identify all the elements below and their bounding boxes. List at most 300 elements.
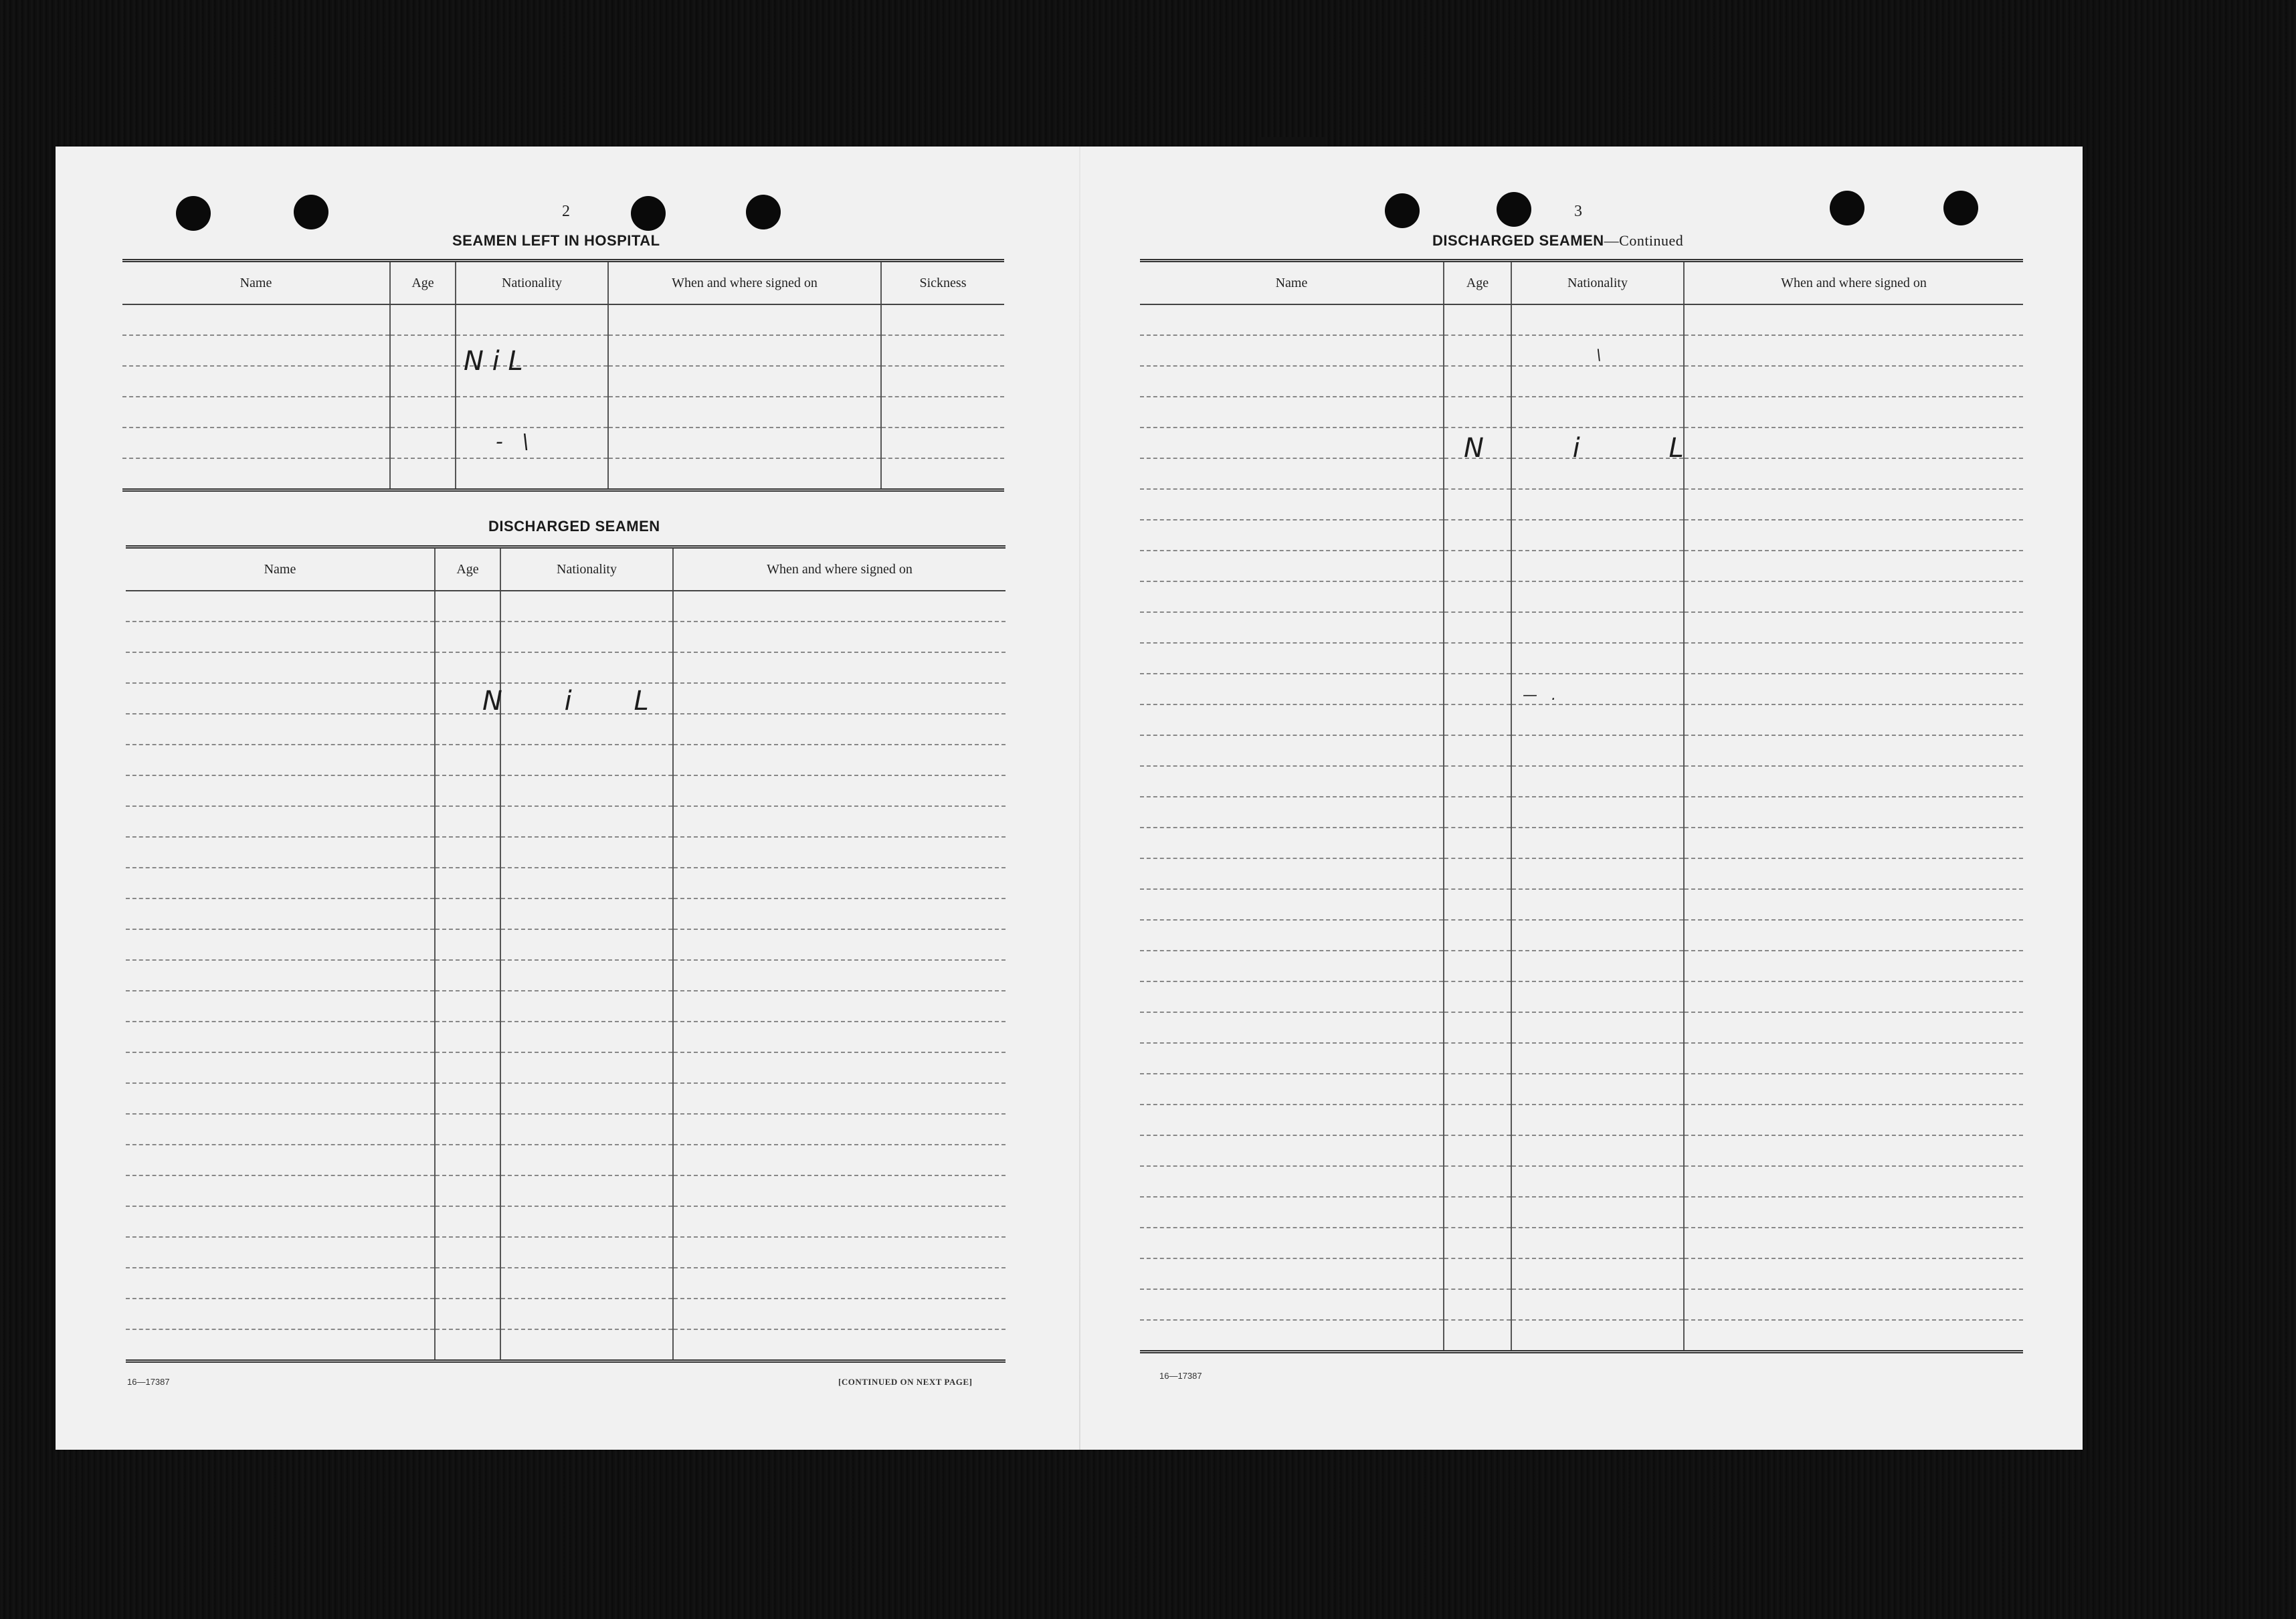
table-cell bbox=[500, 960, 673, 991]
table-cell bbox=[673, 1114, 1006, 1145]
table-cell bbox=[435, 991, 500, 1022]
discharged-column-header: Age bbox=[435, 547, 500, 591]
table-row bbox=[126, 1206, 1006, 1237]
table-cell bbox=[1684, 489, 2023, 520]
table-cell bbox=[673, 652, 1006, 683]
table-row bbox=[126, 806, 1006, 837]
table-cell bbox=[1444, 1166, 1511, 1197]
table-cell bbox=[673, 1175, 1006, 1206]
handwritten-ditto-mark: - \ bbox=[496, 430, 529, 454]
table-row bbox=[1140, 797, 2023, 828]
table-cell bbox=[500, 1052, 673, 1083]
table-cell bbox=[673, 683, 1006, 714]
table-row bbox=[1140, 581, 2023, 612]
table-cell bbox=[126, 1206, 435, 1237]
table-cell bbox=[1140, 704, 1444, 735]
table-cell bbox=[126, 991, 435, 1022]
table-cell bbox=[1444, 1074, 1511, 1105]
table-cell bbox=[500, 591, 673, 622]
table-cell bbox=[1511, 828, 1684, 858]
table-cell bbox=[500, 745, 673, 775]
table-cell bbox=[456, 427, 608, 458]
table-row bbox=[122, 397, 1004, 427]
punch-hole bbox=[1943, 191, 1978, 225]
table-cell bbox=[435, 1145, 500, 1175]
table-cell bbox=[500, 1329, 673, 1361]
table-cell bbox=[435, 714, 500, 745]
table-cell bbox=[126, 929, 435, 960]
form-sheet bbox=[56, 147, 2083, 1450]
table-cell bbox=[1140, 1135, 1444, 1166]
table-cell bbox=[673, 806, 1006, 837]
table-cell bbox=[1140, 1289, 1444, 1320]
table-cell bbox=[1140, 828, 1444, 858]
table-row bbox=[122, 458, 1004, 490]
table-row bbox=[1140, 520, 2023, 551]
table-cell bbox=[126, 714, 435, 745]
hospital-column-header: Age bbox=[390, 261, 456, 305]
table-cell bbox=[1684, 889, 2023, 920]
table-cell bbox=[1684, 304, 2023, 335]
table-row bbox=[126, 1145, 1006, 1175]
table-row bbox=[126, 1114, 1006, 1145]
table-cell bbox=[126, 1237, 435, 1268]
table-cell bbox=[1444, 1289, 1511, 1320]
table-cell bbox=[1511, 397, 1684, 427]
table-cell bbox=[1444, 1043, 1511, 1074]
table-row bbox=[1140, 489, 2023, 520]
table-cell bbox=[1140, 397, 1444, 427]
table-cell bbox=[1511, 1043, 1684, 1074]
table-cell bbox=[1444, 1320, 1511, 1352]
hospital-column-header: Name bbox=[122, 261, 390, 305]
handwritten-dash: — . bbox=[1523, 687, 1556, 704]
table-cell bbox=[673, 775, 1006, 806]
table-cell bbox=[1511, 304, 1684, 335]
table-cell bbox=[1511, 581, 1684, 612]
table-cell bbox=[1684, 1320, 2023, 1352]
table-row bbox=[1140, 735, 2023, 766]
table-row bbox=[126, 1268, 1006, 1299]
discharged-column-header: When and where signed on bbox=[673, 547, 1006, 591]
table-cell bbox=[1444, 674, 1511, 704]
table-row bbox=[1140, 1289, 2023, 1320]
table-row bbox=[1140, 551, 2023, 581]
table-cell bbox=[435, 837, 500, 868]
table-cell bbox=[1444, 1105, 1511, 1135]
discharged-continued-column-header: Name bbox=[1140, 261, 1444, 305]
table-cell bbox=[500, 1206, 673, 1237]
table-row bbox=[126, 898, 1006, 929]
hospital-column-header: Sickness bbox=[881, 261, 1004, 305]
table-cell bbox=[122, 335, 390, 366]
punch-hole bbox=[631, 196, 666, 231]
table-cell bbox=[435, 1299, 500, 1329]
table-cell bbox=[1684, 1166, 2023, 1197]
table-row bbox=[126, 652, 1006, 683]
table-cell bbox=[881, 458, 1004, 490]
table-cell bbox=[390, 335, 456, 366]
discharged-continued-main: DISCHARGED SEAMEN bbox=[1432, 232, 1604, 249]
table-cell bbox=[1684, 1258, 2023, 1289]
table-row bbox=[1140, 1197, 2023, 1228]
table-cell bbox=[1511, 858, 1684, 889]
table-cell bbox=[1511, 735, 1684, 766]
table-row bbox=[1140, 889, 2023, 920]
table-row bbox=[1140, 1228, 2023, 1258]
table-cell bbox=[673, 898, 1006, 929]
table-cell bbox=[126, 1114, 435, 1145]
table-cell bbox=[1140, 520, 1444, 551]
form-code-left: 16—17387 bbox=[127, 1377, 170, 1387]
table-cell bbox=[1511, 889, 1684, 920]
hospital-table bbox=[122, 259, 1004, 492]
table-row bbox=[126, 714, 1006, 745]
table-cell bbox=[1444, 1228, 1511, 1258]
table-cell bbox=[1511, 1197, 1684, 1228]
table-cell bbox=[126, 683, 435, 714]
table-cell bbox=[673, 1022, 1006, 1052]
table-row bbox=[1140, 1043, 2023, 1074]
punch-hole bbox=[1385, 193, 1420, 228]
discharged-column-header: Nationality bbox=[500, 547, 673, 591]
table-cell bbox=[456, 458, 608, 490]
handwritten-nil-hospital: N i L bbox=[464, 346, 523, 377]
table-cell bbox=[126, 622, 435, 652]
table-cell bbox=[673, 868, 1006, 898]
page-number-left: 2 bbox=[562, 203, 570, 220]
table-cell bbox=[1511, 643, 1684, 674]
table-cell bbox=[456, 304, 608, 335]
table-row bbox=[126, 1175, 1006, 1206]
table-cell bbox=[1511, 366, 1684, 397]
table-cell bbox=[435, 806, 500, 837]
handwritten-nil-continued: N i L bbox=[1464, 433, 1724, 464]
table-cell bbox=[673, 991, 1006, 1022]
table-cell bbox=[1140, 1105, 1444, 1135]
table-cell bbox=[608, 366, 881, 397]
table-cell bbox=[435, 929, 500, 960]
table-cell bbox=[1684, 1043, 2023, 1074]
table-cell bbox=[435, 591, 500, 622]
table-cell bbox=[500, 652, 673, 683]
table-cell bbox=[500, 868, 673, 898]
table-cell bbox=[1140, 889, 1444, 920]
table-cell bbox=[1140, 1228, 1444, 1258]
table-cell bbox=[608, 458, 881, 490]
table-cell bbox=[1684, 766, 2023, 797]
table-cell bbox=[435, 1175, 500, 1206]
table-cell bbox=[500, 714, 673, 745]
table-cell bbox=[1444, 643, 1511, 674]
table-cell bbox=[1140, 335, 1444, 366]
table-cell bbox=[1444, 335, 1511, 366]
table-row bbox=[126, 960, 1006, 991]
table-row bbox=[1140, 612, 2023, 643]
table-cell bbox=[435, 898, 500, 929]
table-cell bbox=[673, 929, 1006, 960]
table-cell bbox=[1684, 612, 2023, 643]
table-row bbox=[126, 868, 1006, 898]
table-cell bbox=[1684, 1105, 2023, 1135]
table-cell bbox=[673, 1329, 1006, 1361]
table-row bbox=[122, 304, 1004, 335]
table-cell bbox=[1140, 489, 1444, 520]
table-row bbox=[1140, 366, 2023, 397]
table-cell bbox=[1140, 797, 1444, 828]
table-cell bbox=[1140, 366, 1444, 397]
table-cell bbox=[126, 1145, 435, 1175]
continued-suffix: —Continued bbox=[1604, 232, 1684, 249]
table-cell bbox=[1444, 920, 1511, 951]
punch-hole bbox=[746, 195, 781, 229]
discharged-section-title: DISCHARGED SEAMEN bbox=[488, 518, 660, 535]
table-cell bbox=[1140, 1258, 1444, 1289]
table-cell bbox=[500, 775, 673, 806]
table-cell bbox=[1684, 951, 2023, 981]
table-row bbox=[1140, 951, 2023, 981]
table-cell bbox=[126, 1022, 435, 1052]
table-cell bbox=[1511, 766, 1684, 797]
table-cell bbox=[1140, 551, 1444, 581]
table-cell bbox=[500, 1114, 673, 1145]
table-cell bbox=[1444, 981, 1511, 1012]
table-row bbox=[1140, 1012, 2023, 1043]
table-cell bbox=[126, 898, 435, 929]
page-number-right: 3 bbox=[1574, 203, 1582, 220]
table-cell bbox=[1684, 335, 2023, 366]
table-row bbox=[1140, 1320, 2023, 1352]
table-cell bbox=[500, 622, 673, 652]
table-cell bbox=[1444, 304, 1511, 335]
hospital-column-header: Nationality bbox=[456, 261, 608, 305]
table-cell bbox=[1140, 458, 1444, 489]
table-cell bbox=[881, 397, 1004, 427]
table-cell bbox=[1684, 828, 2023, 858]
table-cell bbox=[1444, 520, 1511, 551]
table-cell bbox=[456, 397, 608, 427]
table-cell bbox=[1511, 1258, 1684, 1289]
table-cell bbox=[500, 1237, 673, 1268]
table-cell bbox=[1684, 981, 2023, 1012]
discharged-continued-title bbox=[1432, 232, 1683, 250]
table-cell bbox=[1684, 1197, 2023, 1228]
table-row bbox=[126, 1329, 1006, 1361]
hospital-column-header: When and where signed on bbox=[608, 261, 881, 305]
table-cell bbox=[122, 458, 390, 490]
table-cell bbox=[673, 714, 1006, 745]
table-cell bbox=[1140, 304, 1444, 335]
table-cell bbox=[1444, 735, 1511, 766]
discharged-continued-column-header: Nationality bbox=[1511, 261, 1684, 305]
table-cell bbox=[122, 304, 390, 335]
table-cell bbox=[1444, 766, 1511, 797]
table-cell bbox=[126, 591, 435, 622]
table-cell bbox=[435, 1237, 500, 1268]
table-row bbox=[1140, 335, 2023, 366]
table-cell bbox=[1444, 489, 1511, 520]
table-cell bbox=[1511, 1289, 1684, 1320]
discharged-continued-column-header: When and where signed on bbox=[1684, 261, 2023, 305]
table-cell bbox=[435, 1114, 500, 1145]
table-cell bbox=[1511, 612, 1684, 643]
table-row bbox=[1140, 766, 2023, 797]
table-cell bbox=[673, 1052, 1006, 1083]
table-cell bbox=[126, 806, 435, 837]
table-cell bbox=[435, 1052, 500, 1083]
table-cell bbox=[500, 1083, 673, 1114]
table-cell bbox=[1140, 1043, 1444, 1074]
table-row bbox=[122, 366, 1004, 397]
table-row bbox=[1140, 1074, 2023, 1105]
table-cell bbox=[500, 1175, 673, 1206]
table-row bbox=[126, 929, 1006, 960]
table-cell bbox=[673, 622, 1006, 652]
table-cell bbox=[435, 960, 500, 991]
table-cell bbox=[881, 366, 1004, 397]
table-cell bbox=[1444, 828, 1511, 858]
table-cell bbox=[608, 304, 881, 335]
table-cell bbox=[1511, 551, 1684, 581]
table-row bbox=[1140, 304, 2023, 335]
table-cell bbox=[1511, 489, 1684, 520]
table-row bbox=[126, 775, 1006, 806]
table-cell bbox=[1684, 704, 2023, 735]
table-cell bbox=[881, 427, 1004, 458]
table-row bbox=[126, 745, 1006, 775]
table-cell bbox=[1140, 1074, 1444, 1105]
table-cell bbox=[673, 1083, 1006, 1114]
handwritten-tick: \ bbox=[1596, 347, 1602, 364]
table-cell bbox=[1444, 581, 1511, 612]
table-row bbox=[1140, 704, 2023, 735]
table-cell bbox=[1684, 797, 2023, 828]
table-cell bbox=[122, 397, 390, 427]
table-cell bbox=[435, 1083, 500, 1114]
table-row bbox=[1140, 1135, 2023, 1166]
table-row bbox=[1140, 1105, 2023, 1135]
table-cell bbox=[1444, 951, 1511, 981]
table-cell bbox=[673, 1268, 1006, 1299]
table-cell bbox=[1511, 1105, 1684, 1135]
table-row bbox=[1140, 1166, 2023, 1197]
table-row bbox=[1140, 858, 2023, 889]
table-cell bbox=[1684, 858, 2023, 889]
table-row bbox=[126, 1083, 1006, 1114]
table-cell bbox=[126, 868, 435, 898]
table-cell bbox=[500, 1022, 673, 1052]
table-cell bbox=[1140, 920, 1444, 951]
discharged-continued-column-header: Age bbox=[1444, 261, 1511, 305]
table-cell bbox=[673, 745, 1006, 775]
table-cell bbox=[1140, 735, 1444, 766]
punch-hole bbox=[1830, 191, 1864, 225]
table-cell bbox=[1444, 797, 1511, 828]
discharged-continued-table bbox=[1140, 259, 2023, 1353]
table-cell bbox=[1140, 981, 1444, 1012]
discharged-table bbox=[126, 545, 1006, 1363]
table-row bbox=[1140, 828, 2023, 858]
table-cell bbox=[126, 960, 435, 991]
table-cell bbox=[1684, 520, 2023, 551]
table-cell bbox=[435, 1022, 500, 1052]
form-code-right: 16—17387 bbox=[1159, 1371, 1202, 1381]
table-row bbox=[126, 1052, 1006, 1083]
table-cell bbox=[608, 335, 881, 366]
table-cell bbox=[435, 652, 500, 683]
table-cell bbox=[1684, 735, 2023, 766]
table-cell bbox=[1444, 366, 1511, 397]
table-cell bbox=[1140, 1012, 1444, 1043]
discharged-column-header: Name bbox=[126, 547, 435, 591]
table-row bbox=[1140, 981, 2023, 1012]
table-cell bbox=[1444, 551, 1511, 581]
table-cell bbox=[1684, 427, 2023, 458]
table-cell bbox=[1140, 612, 1444, 643]
table-cell bbox=[435, 1206, 500, 1237]
table-cell bbox=[1511, 920, 1684, 951]
table-cell bbox=[1511, 1012, 1684, 1043]
table-cell bbox=[1684, 1135, 2023, 1166]
table-cell bbox=[126, 652, 435, 683]
table-cell bbox=[435, 745, 500, 775]
table-cell bbox=[1444, 1135, 1511, 1166]
table-cell bbox=[1140, 951, 1444, 981]
table-cell bbox=[126, 1299, 435, 1329]
table-cell bbox=[1444, 858, 1511, 889]
table-cell bbox=[1511, 1135, 1684, 1166]
table-cell bbox=[673, 1206, 1006, 1237]
table-cell bbox=[126, 745, 435, 775]
table-cell bbox=[881, 304, 1004, 335]
continued-note: [CONTINUED ON NEXT PAGE] bbox=[838, 1377, 973, 1387]
table-cell bbox=[673, 1299, 1006, 1329]
table-cell bbox=[673, 1237, 1006, 1268]
table-cell bbox=[500, 898, 673, 929]
table-cell bbox=[1684, 458, 2023, 489]
table-cell bbox=[1684, 674, 2023, 704]
table-cell bbox=[673, 960, 1006, 991]
table-cell bbox=[390, 427, 456, 458]
table-row bbox=[1140, 674, 2023, 704]
table-cell bbox=[1684, 643, 2023, 674]
table-cell bbox=[390, 304, 456, 335]
table-cell bbox=[435, 1268, 500, 1299]
table-cell bbox=[1444, 1012, 1511, 1043]
table-cell bbox=[500, 806, 673, 837]
table-cell bbox=[435, 868, 500, 898]
table-cell bbox=[1511, 704, 1684, 735]
table-cell bbox=[1684, 1289, 2023, 1320]
table-cell bbox=[390, 366, 456, 397]
table-cell bbox=[1140, 766, 1444, 797]
table-cell bbox=[1140, 1197, 1444, 1228]
table-cell bbox=[1140, 858, 1444, 889]
table-cell bbox=[126, 1329, 435, 1361]
table-row bbox=[1140, 397, 2023, 427]
table-row bbox=[126, 591, 1006, 622]
table-cell bbox=[500, 991, 673, 1022]
table-cell bbox=[126, 775, 435, 806]
table-cell bbox=[1140, 581, 1444, 612]
table-cell bbox=[1444, 612, 1511, 643]
table-cell bbox=[126, 1052, 435, 1083]
table-cell bbox=[673, 837, 1006, 868]
punch-hole bbox=[294, 195, 328, 229]
table-cell bbox=[1444, 889, 1511, 920]
table-cell bbox=[1684, 551, 2023, 581]
table-row bbox=[126, 1237, 1006, 1268]
